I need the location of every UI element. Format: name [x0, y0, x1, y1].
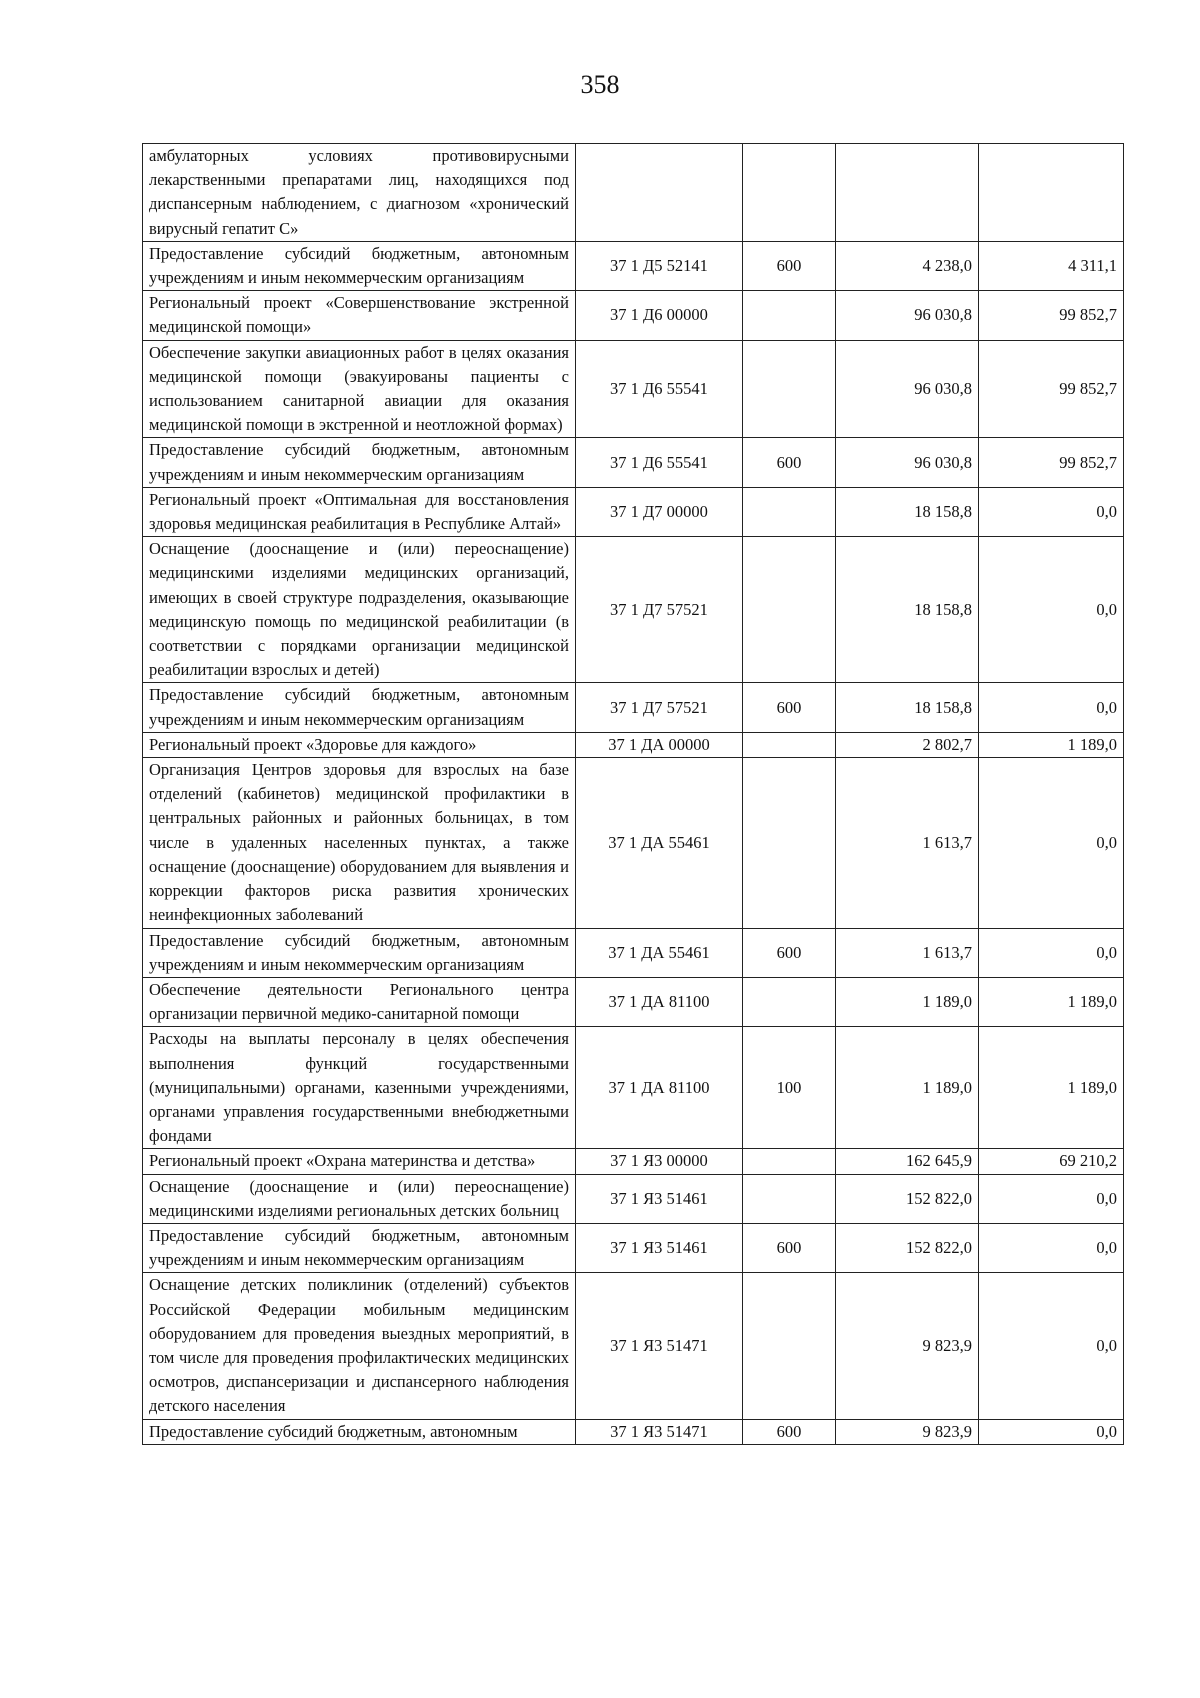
expense-name-cell: Оснащение (дооснащение и (или) переоснащение) медицинскими изделиями региональных детских больниц [143, 1174, 576, 1223]
target-code-cell: 37 1 Д7 57521 [576, 537, 743, 683]
target-code-cell: 37 1 Д6 55541 [576, 438, 743, 487]
expense-name-cell: Организация Центров здоровья для взрослых на базе отделений (кабинетов) медицинской профилактики в центральных районных и районных больницах, в том числе в удаленных населенных пунктах, а также оснащение (дооснащение) оборудованием для выявления и коррекции факторов риска развития хронических неинфекционных заболеваний [143, 758, 576, 928]
expense-type-cell: 600 [743, 1419, 836, 1444]
expense-name-cell: Расходы на выплаты персоналу в целях обеспечения выполнения функций государственными (муниципальными) органами, казенными учреждениями, органами управления государственными внебюджетными фондами [143, 1027, 576, 1149]
expense-name-cell: Региональный проект «Охрана материнства и детства» [143, 1149, 576, 1174]
target-code-cell: 37 1 ДА 81100 [576, 1027, 743, 1149]
amount-year2-cell: 4 311,1 [979, 241, 1124, 290]
expense-type-cell: 600 [743, 683, 836, 732]
expense-type-cell [743, 977, 836, 1026]
amount-year2-cell: 0,0 [979, 1174, 1124, 1223]
target-code-cell: 37 1 Д6 00000 [576, 291, 743, 340]
expense-type-cell [743, 487, 836, 536]
target-code-cell: 37 1 Я3 51471 [576, 1419, 743, 1444]
amount-year1-cell: 96 030,8 [836, 340, 979, 438]
amount-year1-cell: 162 645,9 [836, 1149, 979, 1174]
amount-year1-cell: 1 189,0 [836, 977, 979, 1026]
amount-year2-cell: 0,0 [979, 1419, 1124, 1444]
amount-year2-cell: 0,0 [979, 487, 1124, 536]
expense-name-cell: Предоставление субсидий бюджетным, автономным учреждениям и иным некоммерческим организациям [143, 928, 576, 977]
table-row [143, 1273, 1124, 1419]
expense-type-cell: 600 [743, 928, 836, 977]
target-code-cell: 37 1 Я3 51461 [576, 1223, 743, 1272]
table-row [143, 1149, 1124, 1174]
expense-type-cell [743, 340, 836, 438]
table-row [143, 291, 1124, 340]
amount-year2-cell: 0,0 [979, 1273, 1124, 1419]
expense-type-cell [743, 144, 836, 242]
amount-year2-cell: 1 189,0 [979, 732, 1124, 757]
amount-year2-cell: 0,0 [979, 758, 1124, 928]
target-code-cell: 37 1 Я3 00000 [576, 1149, 743, 1174]
table-row [143, 977, 1124, 1026]
target-code-cell: 37 1 Д7 00000 [576, 487, 743, 536]
amount-year1-cell: 1 613,7 [836, 928, 979, 977]
expense-name-cell: Предоставление субсидий бюджетным, автономным учреждениям и иным некоммерческим организациям [143, 1223, 576, 1272]
amount-year1-cell: 18 158,8 [836, 683, 979, 732]
expense-type-cell [743, 732, 836, 757]
expense-name-cell: амбулаторных условиях противовирусными лекарственными препаратами лиц, находящихся под диспансерным наблюдением, с диагнозом «хронический вирусный гепатит С» [143, 144, 576, 242]
expense-type-cell: 100 [743, 1027, 836, 1149]
amount-year1-cell: 9 823,9 [836, 1419, 979, 1444]
amount-year1-cell: 96 030,8 [836, 438, 979, 487]
amount-year1-cell [836, 144, 979, 242]
target-code-cell: 37 1 Я3 51461 [576, 1174, 743, 1223]
expense-type-cell [743, 1149, 836, 1174]
amount-year2-cell: 1 189,0 [979, 977, 1124, 1026]
expense-type-cell [743, 758, 836, 928]
expense-name-cell: Оснащение (дооснащение и (или) переоснащение) медицинскими изделиями медицинских организаций, имеющих в своей структуре подразделения, оказывающие медицинскую помощь по медицинской реабилитации (в соответствии с порядками организации медицинской реабилитации взрослых и детей) [143, 537, 576, 683]
target-code-cell: 37 1 Д5 52141 [576, 241, 743, 290]
amount-year1-cell: 96 030,8 [836, 291, 979, 340]
amount-year2-cell: 0,0 [979, 928, 1124, 977]
amount-year1-cell: 9 823,9 [836, 1273, 979, 1419]
table-row [143, 928, 1124, 977]
amount-year2-cell: 0,0 [979, 1223, 1124, 1272]
target-code-cell: 37 1 Д7 57521 [576, 683, 743, 732]
table-row [143, 487, 1124, 536]
amount-year2-cell: 0,0 [979, 537, 1124, 683]
expense-name-cell: Региональный проект «Здоровье для каждого» [143, 732, 576, 757]
expense-name-cell: Региональный проект «Оптимальная для восстановления здоровья медицинская реабилитация в Республике Алтай» [143, 487, 576, 536]
amount-year1-cell: 152 822,0 [836, 1223, 979, 1272]
amount-year2-cell: 69 210,2 [979, 1149, 1124, 1174]
target-code-cell: 37 1 Д6 55541 [576, 340, 743, 438]
page-number: 358 [580, 70, 620, 99]
table-row [143, 340, 1124, 438]
amount-year2-cell: 99 852,7 [979, 291, 1124, 340]
amount-year1-cell: 4 238,0 [836, 241, 979, 290]
amount-year2-cell: 0,0 [979, 683, 1124, 732]
target-code-cell [576, 144, 743, 242]
table-row [143, 683, 1124, 732]
expense-name-cell: Предоставление субсидий бюджетным, автономным учреждениям и иным некоммерческим организациям [143, 438, 576, 487]
expense-type-cell: 600 [743, 438, 836, 487]
table-row [143, 537, 1124, 683]
budget-table-body [143, 144, 1124, 1445]
amount-year1-cell: 1 613,7 [836, 758, 979, 928]
expense-name-cell: Предоставление субсидий бюджетным, автономным учреждениям и иным некоммерческим организациям [143, 241, 576, 290]
table-row [143, 1027, 1124, 1149]
table-row [143, 241, 1124, 290]
target-code-cell: 37 1 ДА 81100 [576, 977, 743, 1026]
amount-year2-cell: 99 852,7 [979, 438, 1124, 487]
amount-year1-cell: 1 189,0 [836, 1027, 979, 1149]
table-row [143, 732, 1124, 757]
expense-type-cell [743, 291, 836, 340]
target-code-cell: 37 1 ДА 55461 [576, 928, 743, 977]
expense-type-cell [743, 1174, 836, 1223]
table-row [143, 438, 1124, 487]
amount-year1-cell: 152 822,0 [836, 1174, 979, 1223]
amount-year1-cell: 18 158,8 [836, 487, 979, 536]
target-code-cell: 37 1 Я3 51471 [576, 1273, 743, 1419]
expense-name-cell: Обеспечение закупки авиационных работ в целях оказания медицинской помощи (эвакуированы пациенты с использованием санитарной авиации для оказания медицинской помощи в экстренной и неотложной формах) [143, 340, 576, 438]
table-row [143, 1174, 1124, 1223]
expense-type-cell [743, 537, 836, 683]
expense-type-cell [743, 1273, 836, 1419]
expense-name-cell: Обеспечение деятельности Регионального центра организации первичной медико-санитарной помощи [143, 977, 576, 1026]
table-row [143, 758, 1124, 928]
table-row [143, 1419, 1124, 1444]
table-row [143, 1223, 1124, 1272]
target-code-cell: 37 1 ДА 00000 [576, 732, 743, 757]
amount-year1-cell: 18 158,8 [836, 537, 979, 683]
expense-name-cell: Региональный проект «Совершенствование экстренной медицинской помощи» [143, 291, 576, 340]
expense-name-cell: Предоставление субсидий бюджетным, автономным учреждениям и иным некоммерческим организациям [143, 683, 576, 732]
expense-type-cell: 600 [743, 241, 836, 290]
table-row [143, 144, 1124, 242]
expense-name-cell: Оснащение детских поликлиник (отделений) субъектов Российской Федерации мобильным медицинским оборудованием для проведения выездных мероприятий, в том числе для проведения профилактических медицинских осмотров, диспансеризации и диспансерного наблюдения детского населения [143, 1273, 576, 1419]
expense-type-cell: 600 [743, 1223, 836, 1272]
target-code-cell: 37 1 ДА 55461 [576, 758, 743, 928]
amount-year2-cell [979, 144, 1124, 242]
budget-table [142, 143, 1124, 1445]
amount-year2-cell: 1 189,0 [979, 1027, 1124, 1149]
amount-year1-cell: 2 802,7 [836, 732, 979, 757]
amount-year2-cell: 99 852,7 [979, 340, 1124, 438]
expense-name-cell: Предоставление субсидий бюджетным, автономным [143, 1419, 576, 1444]
